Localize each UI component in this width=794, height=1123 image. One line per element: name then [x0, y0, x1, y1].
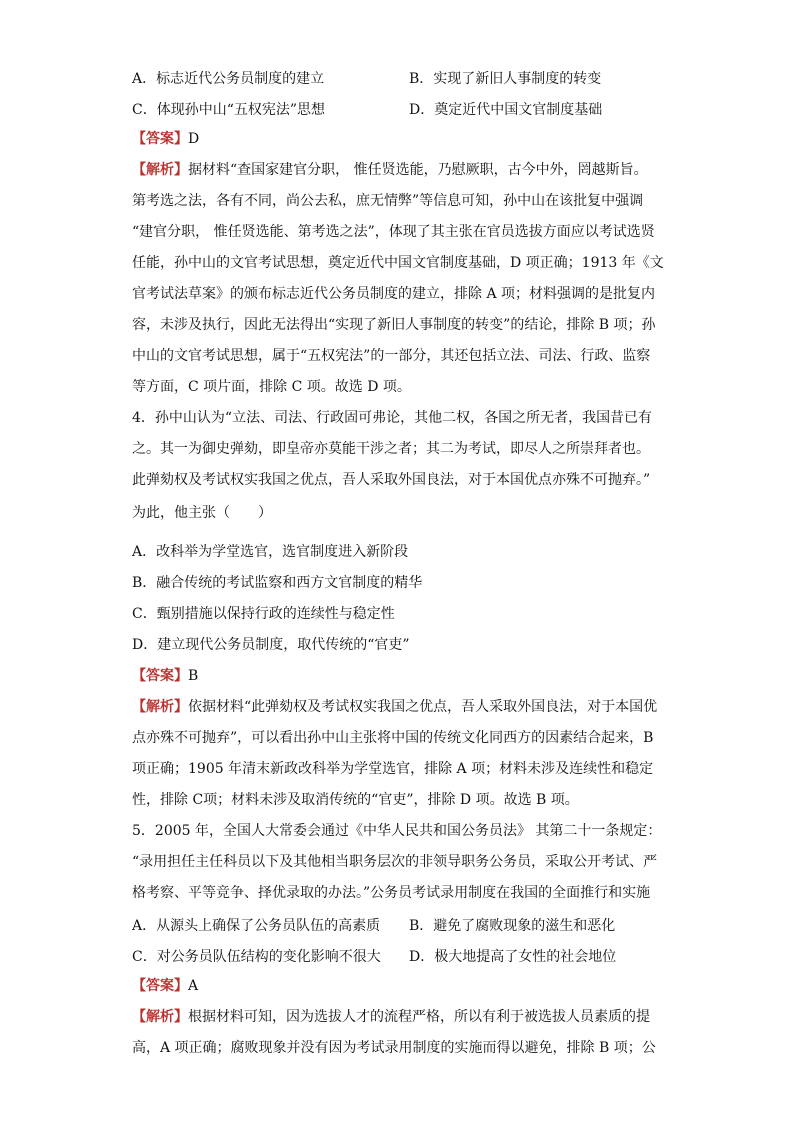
content [132, 62, 664, 1064]
analysis-text: “建官分职， 惟任贤选能、第考选之法”，体现了其主张在官员选拔方面应以考试选贤 [132, 224, 655, 240]
option-d: D．建立现代公务员制度，取代传统的“官吏” [132, 637, 410, 653]
analysis-line [132, 155, 660, 186]
options-row [132, 62, 660, 93]
analysis-text: 容，未涉及执行，因此无法得出“实现了新旧人事制度的转变”的结论，排除 B 项；孙 [132, 317, 656, 333]
question-stem: 4．孙中山认为“立法、司法、行政固可弗论，其他二权，各国之所无者，我国昔已有 [132, 410, 653, 426]
analysis-text: 中山的文官考试思想，属于“五权宪法”的一部分，其还包括立法、司法、行政、监察 [132, 348, 651, 364]
question-stem: “录用担任主任科员以下及其他相当职务层次的非领导职务公务员，采取公开考试、严 [132, 854, 658, 870]
answer-line [132, 661, 660, 692]
analysis-text: 任能，孙中山的文官考试思想，奠定近代中国文官制度基础，D 项正确；1913 年《文 [132, 255, 664, 271]
answer-tag: 【答案】 [132, 668, 188, 684]
option-d: D．极大地提高了女性的社会地位 [409, 948, 617, 965]
analysis-tag: 【解析】 [132, 699, 188, 715]
analysis-text: 据材料“查国家建官分职， 惟任贤选能，乃慰厥职，古今中外，罔越斯旨。 [188, 162, 648, 178]
analysis-text: 根据材料可知，因为选拔人才的流程严格，所以有利于被选拔人员素质的提 [188, 1009, 650, 1025]
option-b: B．避免了腐败现象的滋生和恶化 [409, 917, 616, 934]
analysis-text: 依据材料“此弹劾权及考试权实我国之优点，吾人采取外国良法，对于本国优 [188, 699, 658, 715]
option-b: B．实现了新旧人事制度的转变 [409, 70, 602, 87]
question-stem: 此弹劾权及考试权实我国之优点，吾人采取外国良法，对于本国优点亦殊不可抛弃。” [132, 472, 651, 488]
option-a: A．改科举为学堂选官，选官制度进入新阶段 [132, 544, 409, 560]
answer-value: A [188, 978, 199, 994]
analysis-tag: 【解析】 [132, 1009, 188, 1025]
answer-tag: 【答案】 [132, 978, 188, 994]
option-a: A．从源头上确保了公务员队伍的高素质 [132, 917, 381, 934]
question-stem: 5．2005 年，全国人大常委会通过《中华人民共和国公务员法》 其第二十一条规定： [132, 823, 662, 839]
option-b: B．融合传统的考试监察和西方文官制度的精华 [132, 575, 423, 591]
answer-tag: 【答案】 [132, 131, 188, 147]
answer-value: D [188, 131, 200, 147]
analysis-text: 点亦殊不可抛弃”，可以看出孙中山主张将中国的传统文化同西方的因素结合起来，B [132, 730, 654, 746]
analysis-line [132, 1002, 660, 1033]
options-row [132, 93, 660, 124]
analysis-text: 性，排除 C项；材料未涉及取消传统的“官吏”，排除 D 项。故选 B 项。 [132, 792, 579, 808]
analysis-text: 高，A 项正确；腐败现象并没有因为考试录用制度的实施而得以避免，排除 B 项；公 [132, 1040, 656, 1056]
option-c: C．对公务员队伍结构的变化影响不很大 [132, 948, 381, 965]
answer-line [132, 971, 660, 1002]
question-stem: 为此，他主张（ ） [132, 505, 272, 521]
question-stem: 之。其一为御史弹劾，即皇帝亦莫能干涉之者；其二为考试，即尽人之所崇拜者也。 [132, 441, 650, 457]
question-stem: 格考察、平等竞争、择优录取的办法。”公务员考试录用制度在我国的全面推行和实施 [132, 885, 651, 901]
option-c: C．体现孙中山“五权宪法”思想 [132, 101, 326, 118]
analysis-text: 第考选之法，各有不同，尚公去私，庶无情弊”等信息可知，孙中山在该批复中强调 [132, 193, 644, 209]
answer-line [132, 124, 660, 155]
answer-value: B [188, 668, 199, 684]
analysis-text: 等方面，C 项片面，排除 C 项。故选 D 项。 [132, 379, 411, 395]
option-c: C．甄别措施以保持行政的连续性与稳定性 [132, 606, 395, 622]
option-a: A．标志近代公务员制度的建立 [132, 70, 325, 87]
analysis-text: 官考试法草案》的颁布标志近代公务员制度的建立，排除 A 项；材料强调的是批复内 [132, 286, 656, 302]
analysis-line [132, 692, 660, 723]
analysis-text: 项正确；1905 年清末新政改科举为学堂选官，排除 A 项；材料未涉及连续性和稳定 [132, 761, 654, 777]
option-d: D．奠定近代中国文官制度基础 [409, 101, 603, 118]
options-row [132, 909, 660, 940]
analysis-tag: 【解析】 [132, 162, 188, 178]
options-row [132, 940, 660, 971]
